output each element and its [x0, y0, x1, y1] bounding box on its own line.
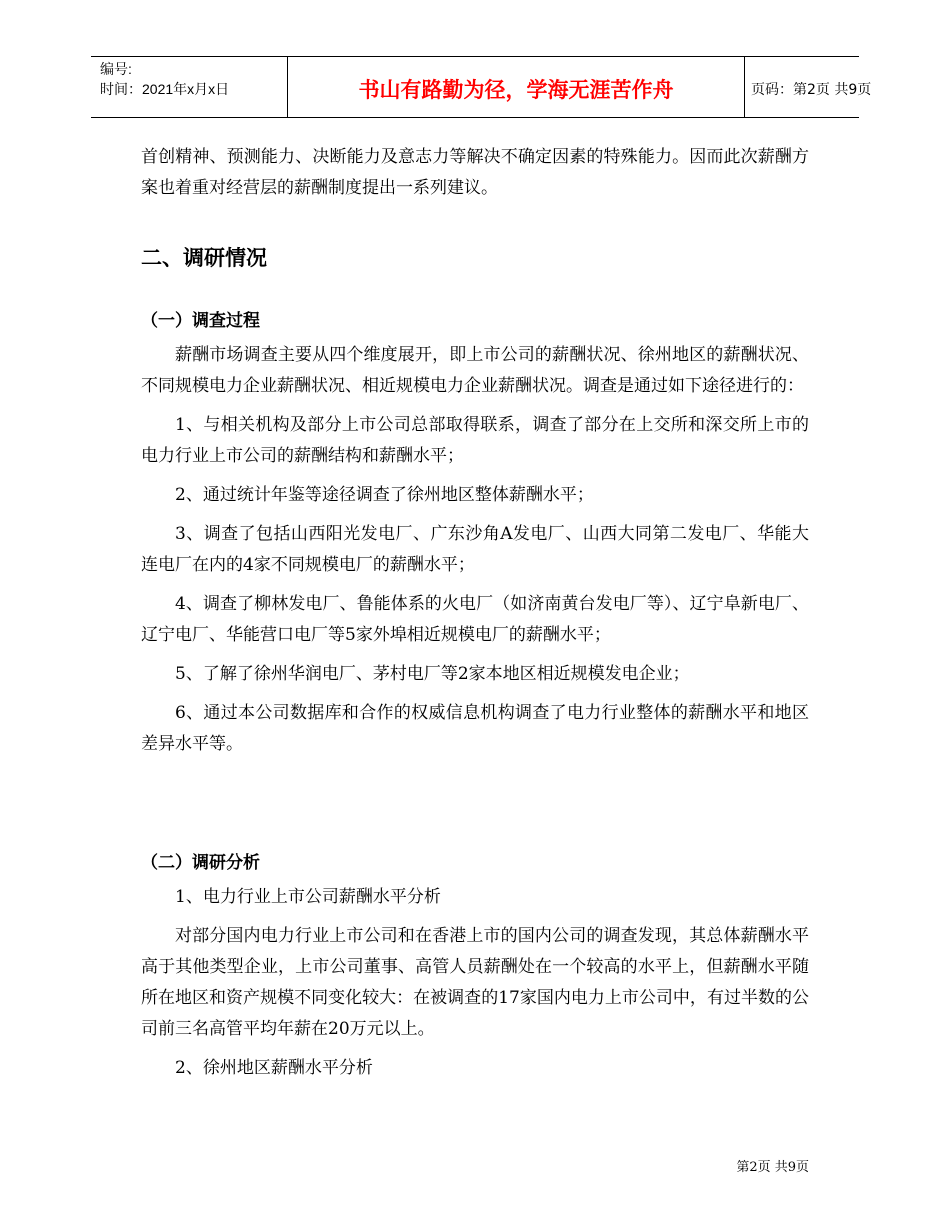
survey-item-2: 2、通过统计年鉴等途径调查了徐州地区整体薪酬水平；: [175, 485, 594, 505]
section-title: 二、调研情况: [141, 246, 267, 270]
header-motto-cell: [287, 57, 745, 117]
header-meta: [91, 57, 287, 117]
subsection-title-analysis: （二）调研分析: [141, 853, 260, 873]
header-motto: 书山有路勤为径，学海无涯苦作舟: [358, 78, 674, 102]
subsection-title-survey-process: （一）调查过程: [141, 311, 260, 331]
survey-item-6: 6、通过本公司数据库和合作的权威信息机构调查了电力行业整体的薪酬水平和地区差异水平等。: [141, 703, 809, 754]
analysis-heading-2: 2、徐州地区薪酬水平分析: [175, 1058, 373, 1078]
intro-paragraph: 首创精神、预测能力、决断能力及意志力等解决不确定因素的特殊能力。因而此次薪酬方案也着重对经营层的薪酬制度提出一系列建议。: [141, 147, 809, 198]
page-footer: 第2页 共9页: [736, 1160, 809, 1175]
analysis-block: [141, 882, 809, 1084]
header-page-info: 页码：第2页 共9页: [751, 82, 872, 98]
survey-item-5: 5、了解了徐州华润电厂、茅村电厂等2家本地区相近规模发电企业；: [175, 664, 690, 684]
analysis-paragraph-1: 对部分国内电力行业上市公司和在香港上市的国内公司的调查发现，其总体薪酬水平高于其他类型企业，上市公司董事、高管人员薪酬处在一个较高的水平上，但薪酬水平随所在地区和资产规模不同变化较大：在被调查的17家国内电力上市公司中，有过半数的公司前三名高管平均年薪在20万元以上。: [141, 926, 809, 1039]
document-number-label: 编号:: [100, 61, 132, 77]
survey-process-block: [141, 340, 809, 760]
page-header: [91, 56, 872, 118]
survey-item-3: 3、调查了包括山西阳光发电厂、广东沙角A发电厂、山西大同第二发电厂、华能大连电厂在内的4家不同规模电厂的薪酬水平；: [141, 524, 809, 575]
survey-item-4: 4、调查了柳林发电厂、鲁能体系的火电厂（如济南黄台发电厂等）、辽宁阜新电厂、辽宁电厂、华能营口电厂等5家外埠相近规模电厂的薪酬水平；: [141, 594, 809, 645]
intro-paragraph-block: [141, 142, 809, 204]
analysis-heading-1: 1、电力行业上市公司薪酬水平分析: [175, 887, 441, 907]
document-time-label: 时间：2021年x月x日: [100, 81, 230, 97]
header-page-cell: [744, 57, 872, 117]
survey-item-1: 1、与相关机构及部分上市公司总部取得联系，调查了部分在上交所和深交所上市的电力行业上市公司的薪酬结构和薪酬水平；: [141, 415, 809, 466]
survey-intro-paragraph: 薪酬市场调查主要从四个维度展开，即上市公司的薪酬状况、徐州地区的薪酬状况、不同规模电力企业薪酬状况、相近规模电力企业薪酬状况。调查是通过如下途径进行的：: [141, 345, 809, 396]
